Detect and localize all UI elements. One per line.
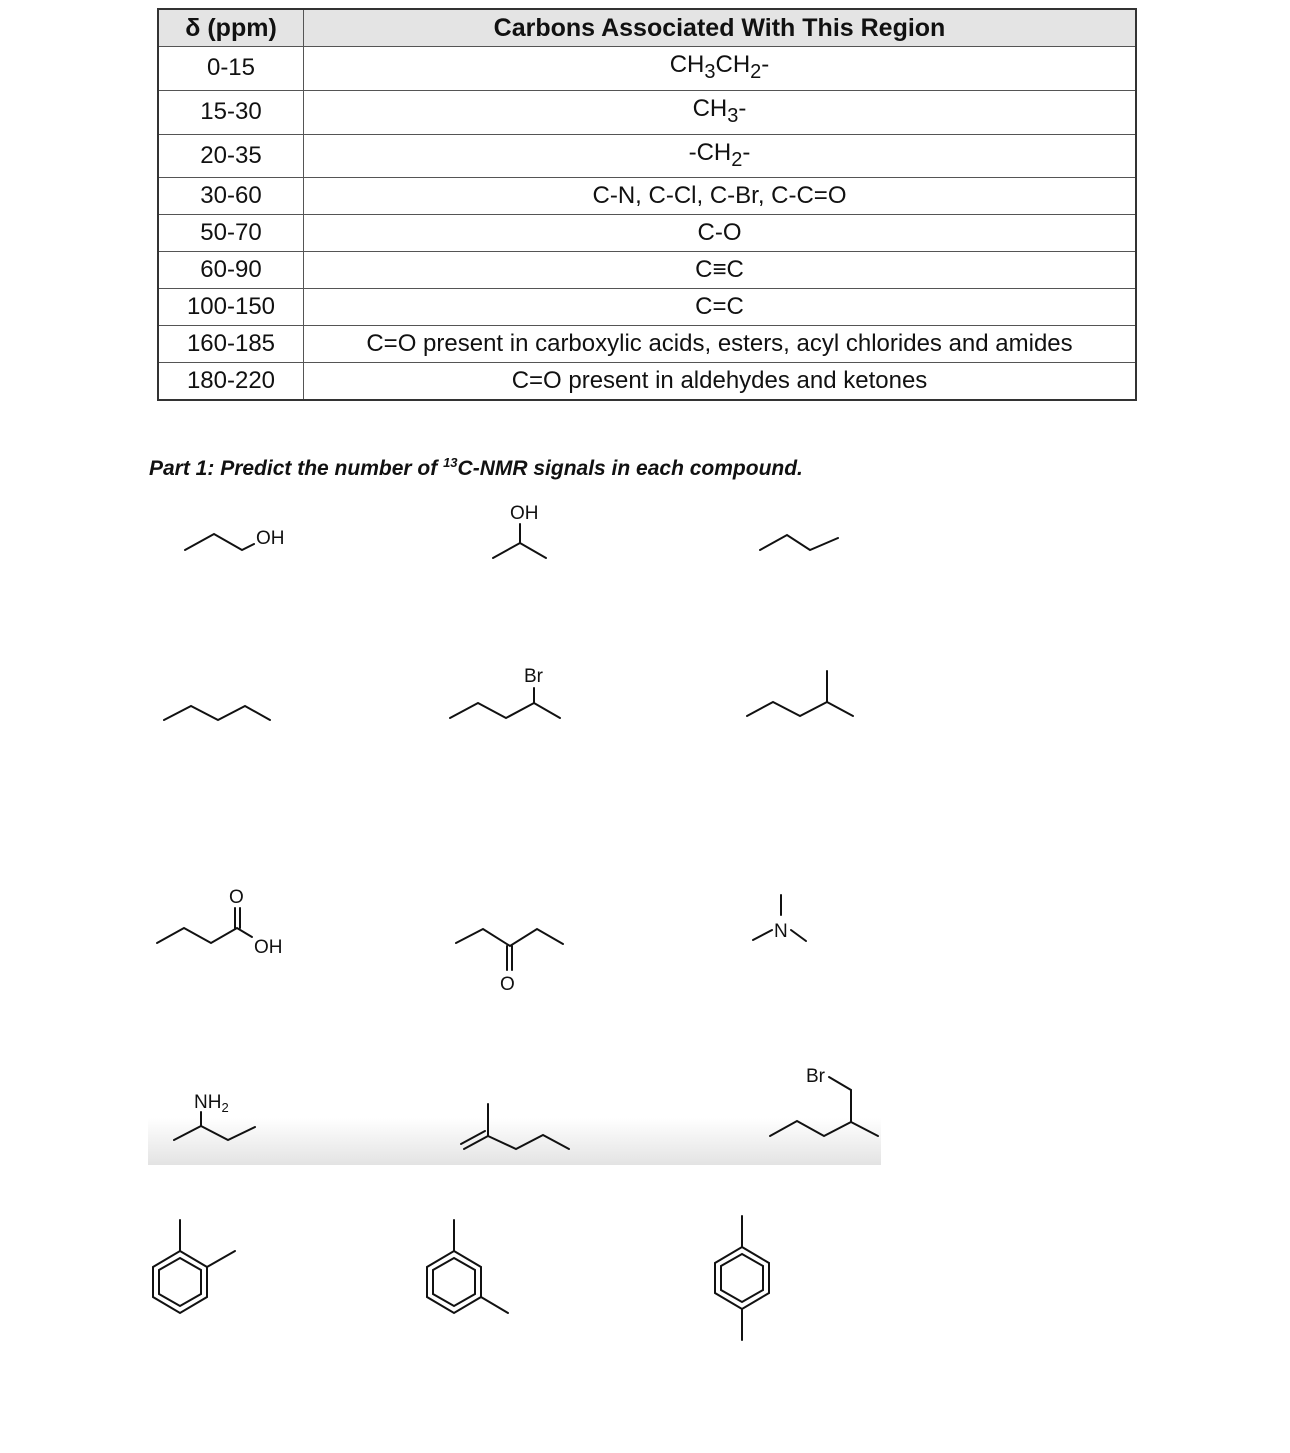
structure-p-xylene: [715, 1216, 769, 1340]
ppm-cell: 15-30: [158, 90, 304, 134]
structure-bromomethylbutane: [770, 1066, 878, 1136]
structure-bromobutane: [450, 666, 560, 718]
ppm-cell: 0-15: [158, 47, 304, 91]
carbons-cell: $CH_3-$: [304, 90, 1137, 134]
ppm-cell: 20-35: [158, 134, 304, 178]
svg-text:O: O: [229, 887, 244, 908]
carbons-cell: C=O present in carboxylic acids, esters, acyl chlorides and amides: [304, 326, 1137, 363]
svg-text:O: O: [500, 974, 515, 995]
carbons-cell: $CH_3CH_2-$: [304, 47, 1137, 91]
ppm-cell: 50-70: [158, 215, 304, 252]
ppm-cell: 100-150: [158, 289, 304, 326]
structure-butane: [164, 706, 270, 720]
structure-butan-2-amine: [174, 1092, 255, 1140]
structure-isopropanol: [493, 503, 546, 558]
structure-methylbutene: [461, 1104, 569, 1149]
svg-text:Br: Br: [806, 1066, 825, 1087]
svg-text:OH: OH: [254, 937, 283, 958]
ppm-cell: 60-90: [158, 252, 304, 289]
carbons-cell: $-CH_2-$: [304, 134, 1137, 178]
structure-pentanone: [456, 929, 563, 995]
svg-text:OH: OH: [256, 528, 285, 549]
svg-text:N: N: [774, 921, 788, 942]
svg-text:NH2: $NH_2$: [194, 1092, 229, 1115]
structure-butanoic-acid: [157, 887, 283, 958]
structure-propane: [760, 535, 838, 550]
carbons-cell: C-O: [304, 215, 1137, 252]
ppm-cell: 30-60: [158, 178, 304, 215]
carbons-cell: C≡C: [304, 252, 1137, 289]
header-ppm: δ (ppm): [158, 9, 304, 47]
svg-text:Br: Br: [524, 666, 543, 687]
part1-title: Part 1: Predict the number of $^{13}$C-NMR signals in each compound.: [149, 455, 803, 480]
carbons-cell: C-N, C-Cl, C-Br, C-C=O: [304, 178, 1137, 215]
structure-propanol: [185, 528, 285, 550]
carbons-cell: C=O present in aldehydes and ketones: [304, 363, 1137, 401]
structure-methylbutane: [747, 671, 853, 716]
carbons-cell: C=C: [304, 289, 1137, 326]
structure-m-xylene: [427, 1220, 508, 1313]
header-carbons: Carbons Associated With This Region: [304, 9, 1137, 47]
structure-o-xylene: [153, 1220, 235, 1313]
ppm-cell: 160-185: [158, 326, 304, 363]
structure-trimethylamine: [753, 895, 806, 942]
ppm-cell: 180-220: [158, 363, 304, 401]
svg-text:OH: OH: [510, 503, 539, 524]
